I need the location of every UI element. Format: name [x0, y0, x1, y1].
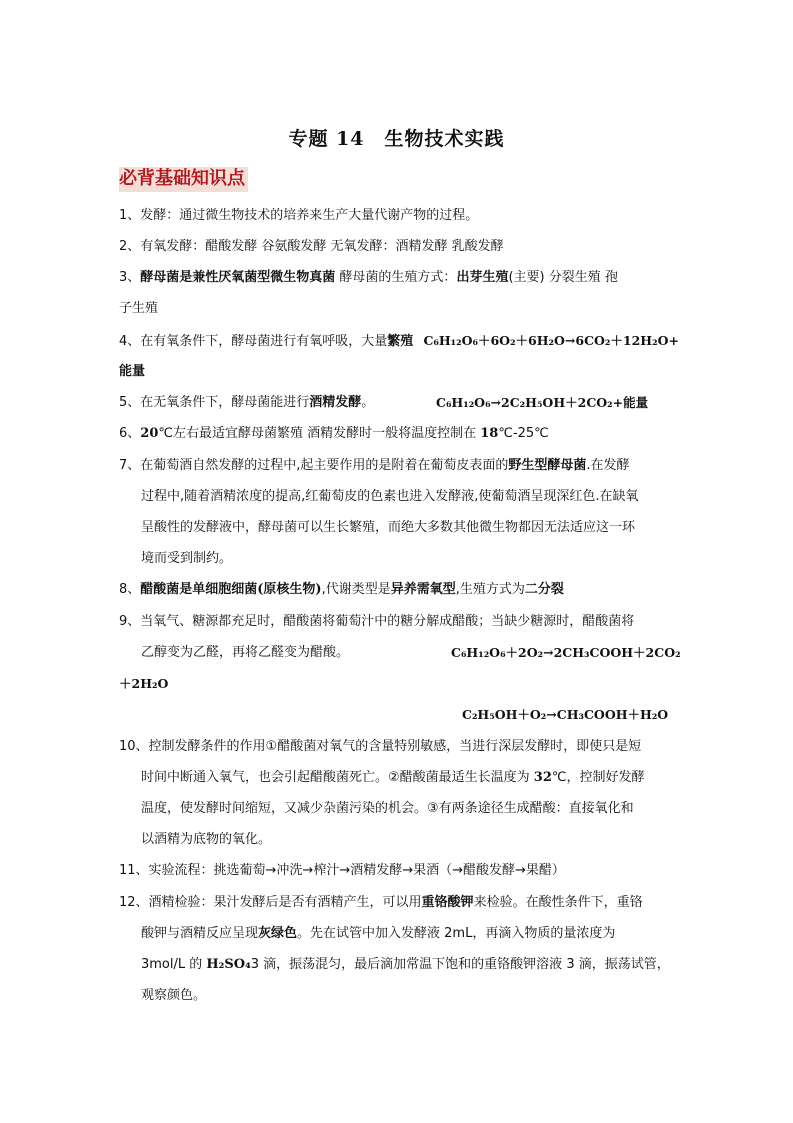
list-item-10: 10、控制发酵条件的作用①醋酸菌对氧气的含量特别敏感，当进行深层发酵时，即使只是短 [119, 739, 642, 754]
list-item-7-line3: 呈酸性的发酵液中，酵母菌可以生长繁殖，而绝大多数其他微生物都因无法适应这一环 [141, 520, 636, 535]
list-item-6: 6、20℃左右最适宜酵母菌繁殖 酒精发酵时一般将温度控制在 18℃-25℃ [119, 426, 549, 441]
list-item-8: 8、醋酸菌是单细胞细菌(原核生物),代谢类型是异养需氧型,生殖方式为二分裂 [119, 582, 564, 597]
list-item-9-line2: 乙醇变为乙醛，再将乙醛变为醋酸。 [141, 645, 350, 660]
section-heading: 必背基础知识点 [119, 167, 248, 192]
list-item-3: 3、酵母菌是兼性厌氧菌型微生物真菌 酵母菌的生殖方式：出芽生殖(主要) 分裂生殖 孢 [119, 270, 618, 285]
list-item-3-cont: 子生殖 [119, 301, 159, 316]
list-item-7-line2: 过程中,随着酒精浓度的提高,红葡萄皮的色素也进入发酵液,使葡萄酒呈现深红色.在缺氧 [141, 489, 639, 504]
list-item-4-cont: 能量 [119, 364, 146, 379]
page-title: 专题 14 生物技术实践 [288, 128, 505, 150]
list-item-12-line4: 观察颜色。 [141, 988, 207, 1003]
list-item-5: 5、在无氧条件下，酵母菌能进行酒精发酵。 [119, 395, 375, 410]
equation-acetic-1-cont: ＋2H₂O [119, 676, 169, 691]
list-item-1: 1、发酵：通过微生物技术的培养来生产大量代谢产物的过程。 [119, 208, 479, 223]
list-item-10-line3: 温度，使发酵时间缩短，又减少杂菌污染的机会。③有两条途径生成醋酸：直接氧化和 [141, 801, 634, 816]
list-item-9: 9、当氧气、糖源都充足时，醋酸菌将葡萄汁中的糖分解成醋酸；当缺少糖源时，醋酸菌将 [119, 614, 635, 629]
equation-aerobic: C₆H₁₂O₆＋6O₂＋6H₂O→6CO₂＋12H₂O+ [423, 333, 679, 348]
equation-acetic-1: C₆H₁₂O₆＋2O₂→2CH₃COOH＋2CO₂ [451, 645, 681, 660]
list-item-12-line3: 3mol/L 的 H₂SO₄3 滴，振荡混匀，最后滴加常温下饱和的重铬酸钾溶液 3 滴，振荡试管， [141, 957, 670, 972]
list-item-12-line2: 酸钾与酒精反应呈现灰绿色。先在试管中加入发酵液 2mL，再滴入物质的量浓度为 [141, 926, 616, 941]
list-item-12: 12、酒精检验：果汁发酵后是否有酒精产生，可以用重铬酸钾来检验。在酸性条件下，重铬 [119, 895, 643, 910]
equation-anaerobic: C₆H₁₂O₆→2C₂H₅OH＋2CO₂+能量 [436, 395, 649, 410]
list-item-2: 2、有氧发酵：醋酸发酵 谷氨酸发酵 无氧发酵：酒精发酵 乳酸发酵 [119, 239, 504, 254]
list-item-10-line4: 以酒精为底物的氧化。 [141, 832, 272, 847]
list-item-11: 11、实验流程：挑选葡萄→冲洗→榨汁→酒精发酵→果酒（→醋酸发酵→果醋） [119, 863, 565, 878]
list-item-7-line4: 境而受到制约。 [141, 551, 233, 566]
equation-acetic-2: C₂H₅OH＋O₂→CH₃COOH＋H₂O [462, 707, 669, 722]
list-item-7: 7、在葡萄酒自然发酵的过程中,起主要作用的是附着在葡萄皮表面的野生型酵母菌.在发酵 [119, 458, 630, 473]
list-item-10-line2: 时间中断通入氧气，也会引起醋酸菌死亡。②醋酸菌最适生长温度为 32℃，控制好发酵 [141, 770, 645, 785]
list-item-4: 4、在有氧条件下，酵母菌进行有氧呼吸，大量繁殖 C₆H₁₂O₆＋6O₂＋6H₂O→6CO₂＋12H₂O+ [119, 333, 679, 349]
